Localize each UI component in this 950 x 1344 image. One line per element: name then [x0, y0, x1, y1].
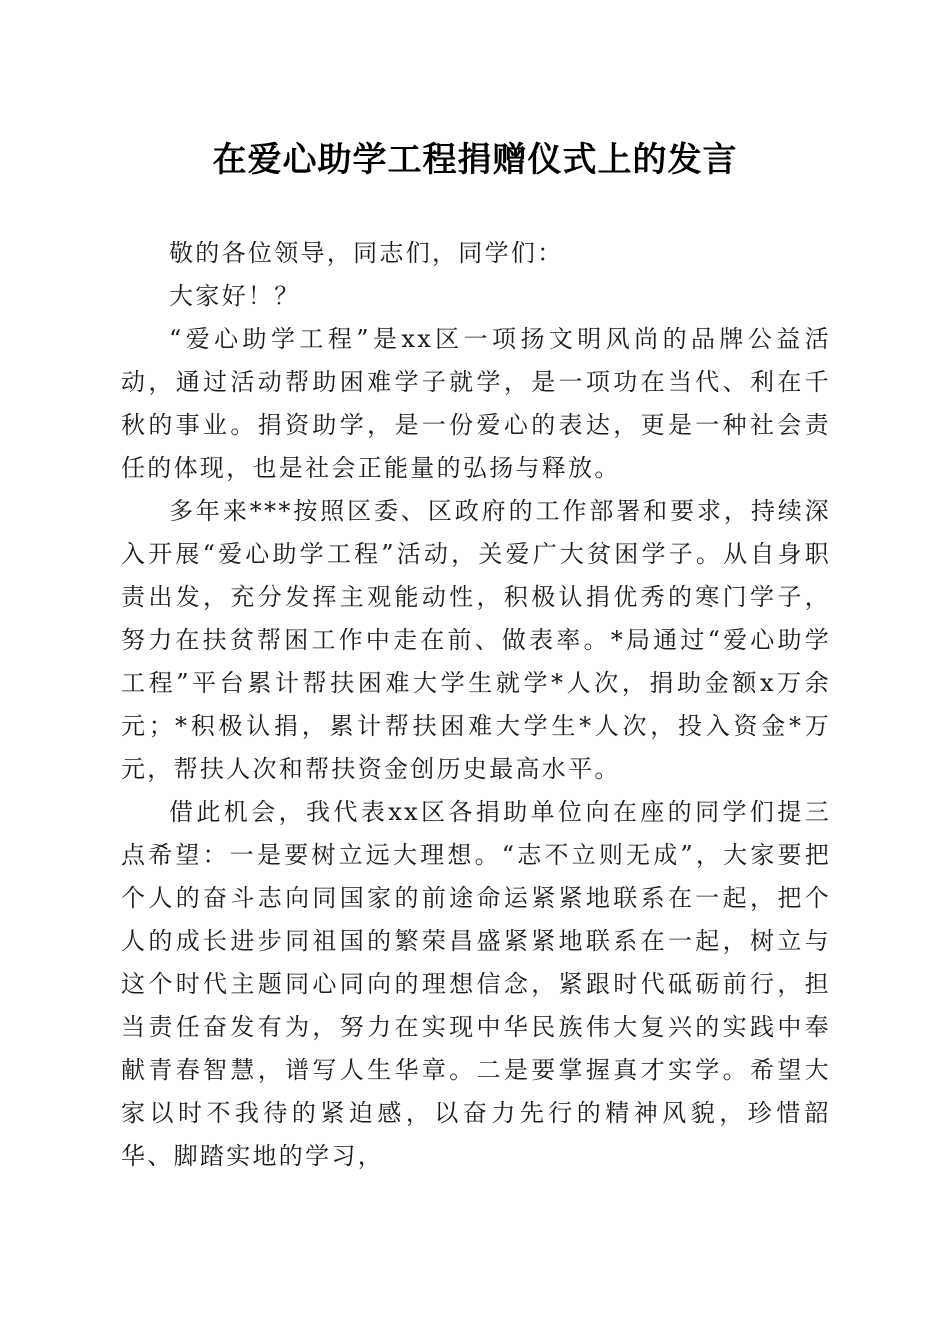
salutation: 敬的各位领导，同志们，同学们：: [169, 239, 564, 267]
greeting: 大家好！？: [169, 282, 301, 310]
paragraph-intro: “爱心助学工程”是xx区一项扬文明风尚的品牌公益活动，通过活动帮助困难学子就学，是一项功在当代、利在千秋的事业。捐资助学，是一份爱心的表达，更是一种社会责任的体现，也是社会正能量的弘扬与释放。: [121, 325, 831, 482]
paragraph-hopes: 借此机会，我代表xx区各捐助单位向在座的同学们提三点希望：一是要树立远大理想。“志不立则无成”，大家要把个人的奋斗志向同国家的前途命运紧紧地联系在一起，把个人的成长进步同祖国的繁荣昌盛紧紧地联系在一起，树立与这个时代主题同心同向的理想信念，紧跟时代砥砺前行，担当责任奋发有为，努力在实现中华民族伟大复兴的实践中奉献青春智慧，谱写人生华章。二是要掌握真才实学。希望大家以时不我待的紧迫感，以奋力先行的精神风貌，珍惜韶华、脚踏实地的学习，: [121, 798, 831, 1170]
document-title: 在爱心助学工程捐赠仪式上的发言: [212, 140, 738, 180]
document-body: [121, 232, 831, 1178]
paragraph-achievements: 多年来***按照区委、区政府的工作部署和要求，持续深入开展“爱心助学工程”活动，关爱广大贫困学子。从自身职责出发，充分发挥主观能动性，积极认捐优秀的寒门学子，努力在扶贫帮困工作中走在前、做表率。*局通过“爱心助学工程”平台累计帮扶困难大学生就学*人次，捐助金额x万余元；*积极认捐，累计帮扶困难大学生*人次，投入资金*万元，帮扶人次和帮扶资金创历史最高水平。: [121, 497, 831, 783]
